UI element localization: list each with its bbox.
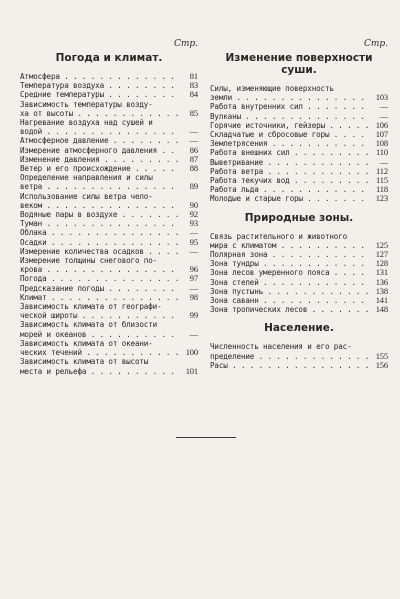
toc-entry-title: Зона степей . . . bbox=[210, 278, 370, 287]
toc-entry bbox=[20, 210, 198, 219]
toc-entry bbox=[20, 284, 198, 293]
toc-entry-title bbox=[20, 256, 180, 274]
toc-entry-title: Зона тропических лесов . . . bbox=[210, 305, 370, 314]
toc-entry bbox=[210, 305, 388, 314]
toc-entry bbox=[210, 176, 388, 185]
toc-entry-title-line1: Определение направления и силы bbox=[20, 173, 153, 183]
toc-entry-title: Атмосферное давление . . . bbox=[20, 136, 180, 145]
toc-entry-title-line2: земли . . . bbox=[210, 93, 370, 102]
toc-entry bbox=[20, 81, 198, 90]
toc-entry-title-line2: ветра . . . bbox=[20, 182, 180, 191]
toc-entry-page-number: 97 bbox=[189, 273, 198, 284]
toc-list-weather-climate bbox=[20, 72, 198, 376]
toc-entry-title: Температура воздуха . . . bbox=[20, 81, 180, 90]
toc-entry-title-line2: мира с климатом . . . bbox=[210, 241, 370, 250]
toc-entry-page-number: 138 bbox=[375, 285, 388, 296]
toc-entry-title: Выветривание . . . bbox=[210, 158, 370, 167]
toc-entry-title bbox=[20, 320, 180, 338]
toc-entry-page-number: 141 bbox=[375, 295, 388, 306]
toc-entry bbox=[210, 84, 388, 102]
toc-entry-page-number: 125 bbox=[375, 239, 388, 250]
toc-entry-title: Вулканы . . . bbox=[210, 112, 370, 121]
toc-entry-title: Предсказание погоды . . . bbox=[20, 284, 180, 293]
toc-entry bbox=[20, 256, 198, 274]
toc-entry-page-number: 95 bbox=[189, 236, 198, 247]
toc-entry-title: Ветер и его происхождение . . . bbox=[20, 164, 180, 173]
toc-entry-page-number: 110 bbox=[376, 147, 388, 158]
toc-entry bbox=[210, 121, 388, 130]
toc-entry bbox=[210, 278, 388, 287]
toc-entry-page-number: — bbox=[189, 245, 198, 256]
section-title bbox=[210, 52, 388, 76]
toc-entry-title: Работа внутренних сил . . . bbox=[210, 102, 370, 111]
toc-entry-title-line2: веком . . . bbox=[20, 201, 180, 210]
toc-entry-page-number: 136 bbox=[375, 276, 388, 287]
toc-entry-title: Работа внешних сил . . . bbox=[210, 148, 370, 157]
left-column bbox=[20, 38, 198, 376]
page-column-header: Стр. bbox=[173, 39, 198, 49]
section-title bbox=[210, 212, 388, 224]
toc-entry-page-number: 108 bbox=[375, 138, 388, 149]
toc-entry-title bbox=[20, 192, 180, 210]
toc-entry-title: Складчатые и сбросовые горы . . . bbox=[210, 130, 370, 139]
toc-entry-title: Работа льда . . . bbox=[210, 185, 370, 194]
toc-entry-title bbox=[20, 339, 180, 357]
toc-entry-title bbox=[20, 357, 180, 375]
toc-entry-title-line1: Силы, изменяющие поверхность bbox=[210, 84, 334, 93]
toc-entry-page-number: 107 bbox=[375, 129, 388, 140]
toc-entry-title: Работа ветра . . . bbox=[210, 167, 370, 176]
toc-entry-title-line1: Численность населения и его рас- bbox=[210, 342, 352, 352]
toc-entry bbox=[210, 158, 388, 167]
toc-entry-page-number: 88 bbox=[189, 163, 198, 174]
toc-entry-title-line1: Зависимость температуры возду- bbox=[20, 99, 153, 109]
toc-entry bbox=[210, 259, 388, 268]
toc-entry bbox=[20, 164, 198, 173]
toc-entry-title: Полярная зона . . . bbox=[210, 250, 370, 259]
toc-entry bbox=[20, 302, 198, 320]
closing-rule bbox=[176, 437, 236, 438]
toc-entry-title bbox=[210, 84, 370, 102]
toc-entry-page-number: 81 bbox=[189, 71, 198, 81]
toc-entry-title: Климат . . . bbox=[20, 293, 180, 302]
toc-entry-page-number: 118 bbox=[376, 184, 388, 195]
toc-entry-title-line2: ческой широты . . . bbox=[20, 311, 180, 320]
toc-entry bbox=[210, 102, 388, 111]
toc-entry bbox=[20, 155, 198, 164]
toc-entry-page-number: — bbox=[379, 110, 388, 121]
toc-entry-title: Зона тундры . . . bbox=[210, 259, 370, 268]
toc-entry-title-line1: Измерение толщины снегового по- bbox=[20, 256, 158, 266]
toc-entry-page-number: 92 bbox=[189, 209, 198, 220]
toc-entry bbox=[20, 293, 198, 302]
toc-entry-title: Зона пустынь . . . bbox=[210, 287, 370, 296]
toc-entry-page-number: 155 bbox=[375, 350, 388, 361]
toc-entry-title-line2: места и рельефа . . . bbox=[20, 367, 180, 376]
toc-entry-page-number: 89 bbox=[189, 181, 198, 192]
toc-entry bbox=[20, 136, 198, 145]
section-title-line2: суши. bbox=[281, 64, 317, 76]
toc-entry bbox=[20, 72, 198, 81]
toc-list bbox=[210, 232, 388, 315]
toc-entry bbox=[210, 167, 388, 176]
toc-entry-page-number: 84 bbox=[189, 89, 198, 100]
toc-entry-page-number: — bbox=[189, 328, 198, 339]
toc-entry-title-line2: морей и океанов . . . bbox=[20, 330, 180, 339]
toc-entry-title: Водяные пары в воздухе . . . bbox=[20, 210, 180, 219]
toc-entry-page-number: 98 bbox=[189, 291, 198, 302]
toc-entry-page-number: 106 bbox=[375, 119, 388, 130]
toc-entry-page-number: 112 bbox=[376, 165, 388, 176]
toc-entry-page-number: — bbox=[189, 227, 198, 238]
toc-entry-page-number: 93 bbox=[189, 218, 198, 229]
toc-entry-page-number: 148 bbox=[375, 304, 388, 315]
toc-entry-title bbox=[20, 173, 180, 191]
toc-entry-page-number: 99 bbox=[189, 310, 198, 321]
toc-entry-page-number: 87 bbox=[189, 153, 198, 164]
toc-entry-page-number: 101 bbox=[185, 365, 198, 376]
toc-entry-title bbox=[210, 342, 370, 360]
toc-entry-page-number: 90 bbox=[189, 199, 198, 210]
toc-entry bbox=[20, 238, 198, 247]
toc-entry bbox=[210, 148, 388, 157]
toc-entry-title bbox=[20, 118, 180, 136]
toc-entry bbox=[20, 146, 198, 155]
toc-entry-title bbox=[20, 302, 180, 320]
toc-sections-right bbox=[210, 52, 388, 370]
toc-entry-title: Облака . . . bbox=[20, 228, 180, 237]
toc-entry-title-line1: Связь растительного и животного bbox=[210, 231, 348, 241]
toc-entry-page-number: 86 bbox=[189, 144, 198, 155]
toc-entry-title: Изменение давления . . . bbox=[20, 155, 180, 164]
toc-entry-page-number: — bbox=[189, 282, 198, 293]
toc-entry bbox=[210, 250, 388, 259]
toc-entry bbox=[210, 268, 388, 277]
toc-entry-page-number: 83 bbox=[189, 80, 198, 91]
toc-entry-title: Зона саванн . . . bbox=[210, 296, 370, 305]
toc-entry-title: Измерение атмосферного давления . . . bbox=[20, 146, 180, 155]
toc-entry bbox=[20, 118, 198, 136]
section-title-line1: Природные зоны. bbox=[244, 211, 354, 224]
section-title-weather-climate: Погода и климат. bbox=[55, 52, 163, 64]
toc-entry bbox=[20, 339, 198, 357]
toc-entry bbox=[20, 192, 198, 210]
toc-entry-title-line2: ческих течений . . . bbox=[20, 348, 180, 357]
toc-entry-page-number: 115 bbox=[376, 175, 388, 186]
toc-entry bbox=[20, 100, 198, 118]
toc-entry-page-number: — bbox=[379, 156, 388, 167]
toc-entry bbox=[20, 320, 198, 338]
toc-entry-page-number: 128 bbox=[375, 258, 388, 269]
toc-entry bbox=[20, 228, 198, 237]
toc-entry-page-number: 123 bbox=[375, 193, 388, 204]
toc-entry-title: Расы . . . bbox=[210, 361, 370, 370]
toc-entry-page-number: 131 bbox=[375, 267, 388, 278]
toc-entry bbox=[210, 130, 388, 139]
toc-entry-title: Горячие источники, гейзеры . . . bbox=[210, 121, 370, 130]
toc-entry-title bbox=[210, 232, 370, 250]
toc-entry-title-line1: Использование силы ветра чело- bbox=[20, 191, 153, 201]
toc-entry-title: Зона лесов умеренного пояса . . . bbox=[210, 268, 370, 277]
toc-entry-title: Измерение количества осадков . . . bbox=[20, 247, 180, 256]
toc-entry-title-line1: Зависимость климата от близости bbox=[20, 320, 158, 330]
toc-entry-page-number: 100 bbox=[185, 347, 198, 358]
toc-entry bbox=[210, 194, 388, 203]
toc-entry-page-number: 156 bbox=[375, 359, 388, 370]
toc-entry bbox=[210, 112, 388, 121]
toc-entry bbox=[20, 173, 198, 191]
toc-entry-title-line1: Зависимость климата от высоты bbox=[20, 357, 149, 367]
toc-entry-title: Молодые и старые горы . . . bbox=[210, 194, 370, 203]
toc-entry bbox=[210, 232, 388, 250]
section-title-line1: Население. bbox=[264, 322, 334, 335]
toc-entry-page-number: — bbox=[189, 126, 198, 137]
toc-entry-title-line1: Нагревание воздуха над сушей и bbox=[20, 118, 153, 128]
toc-entry bbox=[20, 247, 198, 256]
toc-entry bbox=[210, 361, 388, 370]
toc-entry-title: Туман . . . bbox=[20, 219, 180, 228]
toc-entry-title: Средние температуры . . . bbox=[20, 90, 180, 99]
toc-entry bbox=[210, 296, 388, 305]
toc-entry bbox=[20, 357, 198, 375]
toc-entry bbox=[20, 274, 198, 283]
toc-entry-title-line2: пределение . . . bbox=[210, 352, 370, 361]
toc-entry-title: Землетрясения . . . bbox=[210, 139, 370, 148]
toc-entry-page-number: 103 bbox=[375, 92, 388, 103]
toc-entry-page-number: 85 bbox=[189, 107, 198, 118]
toc-entry-page-number: 96 bbox=[189, 264, 198, 275]
right-column bbox=[210, 38, 388, 370]
toc-entry-title-line2: водой . . . bbox=[20, 127, 180, 136]
toc-entry bbox=[210, 287, 388, 296]
toc-entry-page-number: 127 bbox=[375, 249, 388, 260]
toc-entry bbox=[210, 185, 388, 194]
toc-entry-title-line2: крова . . . bbox=[20, 265, 180, 274]
toc-entry-page-number: — bbox=[189, 135, 198, 146]
toc-entry-title: Атмосфера . . . bbox=[20, 72, 180, 81]
page-column-header: Стр. bbox=[363, 39, 388, 49]
toc-list bbox=[210, 342, 388, 370]
toc-entry bbox=[20, 90, 198, 99]
toc-entry bbox=[210, 342, 388, 360]
toc-entry bbox=[210, 139, 388, 148]
section-title bbox=[210, 322, 388, 334]
toc-entry-title: Осадки . . . bbox=[20, 238, 180, 247]
toc-list bbox=[210, 84, 388, 204]
toc-entry-title-line1: Зависимость климата от географи- bbox=[20, 302, 162, 312]
toc-entry-title: Погода . . . bbox=[20, 274, 180, 283]
section-title-line1: Изменение поверхности bbox=[225, 52, 373, 64]
toc-entry-title bbox=[20, 100, 180, 118]
toc-entry-title: Работа текучих вод . . . bbox=[210, 176, 370, 185]
toc-entry-title-line2: ха от высоты . . . bbox=[20, 109, 180, 118]
toc-entry bbox=[20, 219, 198, 228]
toc-entry-page-number: — bbox=[379, 101, 388, 112]
toc-entry-title-line1: Зависимость климата от океани- bbox=[20, 338, 153, 348]
